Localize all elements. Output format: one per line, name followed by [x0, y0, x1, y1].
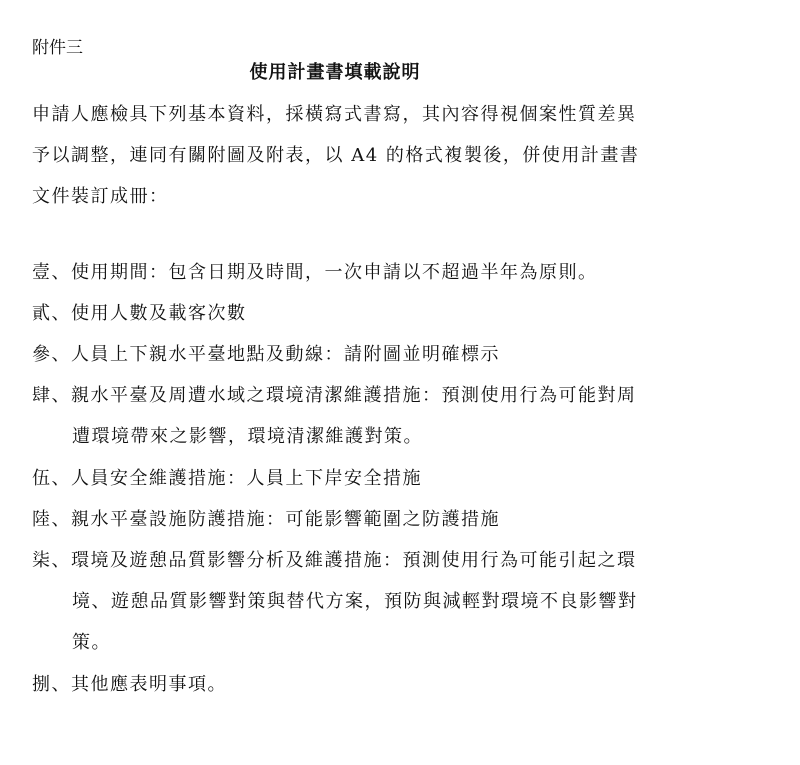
list-item-text: 柒、環境及遊憩品質影響分析及維護措施：預測使用行為可能引起之環: [32, 550, 637, 571]
list-item-continuation: 策。: [72, 632, 111, 653]
intro-paragraph: [32, 94, 682, 217]
list-item-text: 陸、親水平臺設施防護措施：可能影響範圍之防護措施: [32, 509, 500, 530]
list-item-text: 捌、其他應表明事項。: [32, 674, 227, 695]
list-item-2: [32, 293, 247, 334]
intro-line: 申請人應檢具下列基本資料，採橫寫式書寫，其內容得視個案性質差異: [32, 104, 637, 125]
attachment-label: 附件三: [32, 38, 83, 58]
list-item-3: [32, 334, 500, 375]
list-item-text: 參、人員上下親水平臺地點及動線：請附圖並明確標示: [32, 344, 500, 365]
list-item-text: 壹、使用期間：包含日期及時間，一次申請以不超過半年為原則。: [32, 262, 598, 283]
list-item-5: [32, 458, 422, 499]
list-item-text: 貳、使用人數及載客次數: [32, 303, 247, 324]
list-item-4: [32, 375, 637, 457]
list-item-8: [32, 664, 227, 705]
list-item-continuation: 境、遊憩品質影響對策與替代方案，預防與減輕對環境不良影響對: [72, 591, 638, 612]
list-item-7: [32, 540, 638, 663]
list-item-continuation: 遭環境帶來之影響，環境清潔維護對策。: [72, 426, 423, 447]
list-item-6: [32, 499, 500, 540]
document-title: 使用計畫書填載說明: [249, 62, 421, 83]
intro-line: 予以調整，連同有關附圖及附表，以 A4 的格式複製後，併使用計畫書: [32, 145, 640, 166]
list-item-text: 伍、人員安全維護措施：人員上下岸安全措施: [32, 468, 422, 489]
intro-line: 文件裝訂成冊：: [32, 186, 169, 207]
list-item-text: 肆、親水平臺及周遭水域之環境清潔維護措施：預測使用行為可能對周: [32, 385, 637, 406]
list-item-1: [32, 252, 598, 293]
